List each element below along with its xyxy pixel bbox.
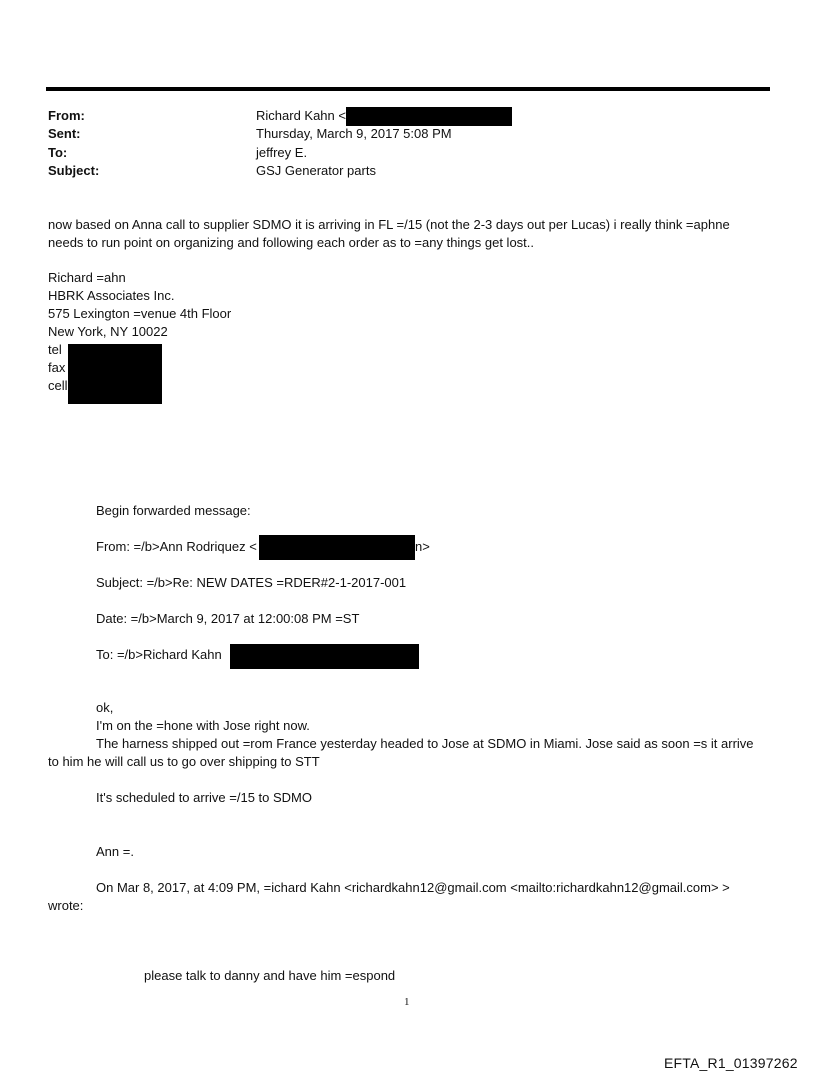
message-on-date-line-2: wrote: [48,898,84,913]
message-signoff: Ann =. [96,844,134,859]
subject-value: GSJ Generator parts [256,163,376,178]
signature-cell: cell [48,378,68,393]
sent-label: Sent: [48,126,81,141]
redaction-block [346,107,512,126]
forwarded-subject: Subject: =/b>Re: NEW DATES =RDER#2-1-2017-001 [96,575,407,590]
subject-label: Subject: [48,163,100,178]
message-ok: ok, [96,700,114,715]
signature-fax: fax [48,360,66,375]
page-number: 1 [404,996,410,1008]
signature-company: HBRK Associates Inc. [48,288,175,303]
forwarded-intro: Begin forwarded message: [96,503,251,518]
redaction-block [259,535,415,560]
signature-address-1: 575 Lexington =venue 4th Floor [48,306,232,321]
from-value: Richard Kahn < [256,108,346,123]
message-harness-line-2: to him he will call us to go over shipping to STT [48,754,320,769]
document-id: EFTA_R1_01397262 [664,1055,798,1071]
body-line-2: needs to run point on organizing and following each order as to =any things get lost.. [48,235,535,250]
forwarded-from: From: =/b>Ann Rodriquez < [96,539,257,554]
body-line-1: now based on Anna call to supplier SDMO it is arriving in FL =/15 (not the 2-3 days out per Lucas) i really think =aphne [48,217,730,232]
sent-value: Thursday, March 9, 2017 5:08 PM [256,126,452,141]
signature-name: Richard =ahn [48,270,126,285]
from-label: From: [48,108,85,123]
to-label: To: [48,145,68,160]
signature-tel: tel [48,342,62,357]
message-on-date-line-1: On Mar 8, 2017, at 4:09 PM, =ichard Kahn <richardkahn12@gmail.com <mailto:richardkahn12@gmail.com> > [96,880,730,895]
message-phone: I'm on the =hone with Jose right now. [96,718,310,733]
forwarded-to: To: =/b>Richard Kahn [96,647,222,662]
forwarded-from-suffix: n> [415,539,430,554]
to-value: jeffrey E. [256,145,308,160]
header-rule [46,87,770,91]
message-scheduled: It's scheduled to arrive =/15 to SDMO [96,790,312,805]
redaction-block [230,644,419,669]
forwarded-date: Date: =/b>March 9, 2017 at 12:00:08 PM =ST [96,611,360,626]
signature-address-2: New York, NY 10022 [48,324,168,339]
redaction-block [68,344,162,404]
message-harness-line-1: The harness shipped out =rom France yesterday headed to Jose at SDMO in Miami. Jose said as soon =s it arrive [96,736,754,751]
message-quote: please talk to danny and have him =espond [144,968,396,983]
